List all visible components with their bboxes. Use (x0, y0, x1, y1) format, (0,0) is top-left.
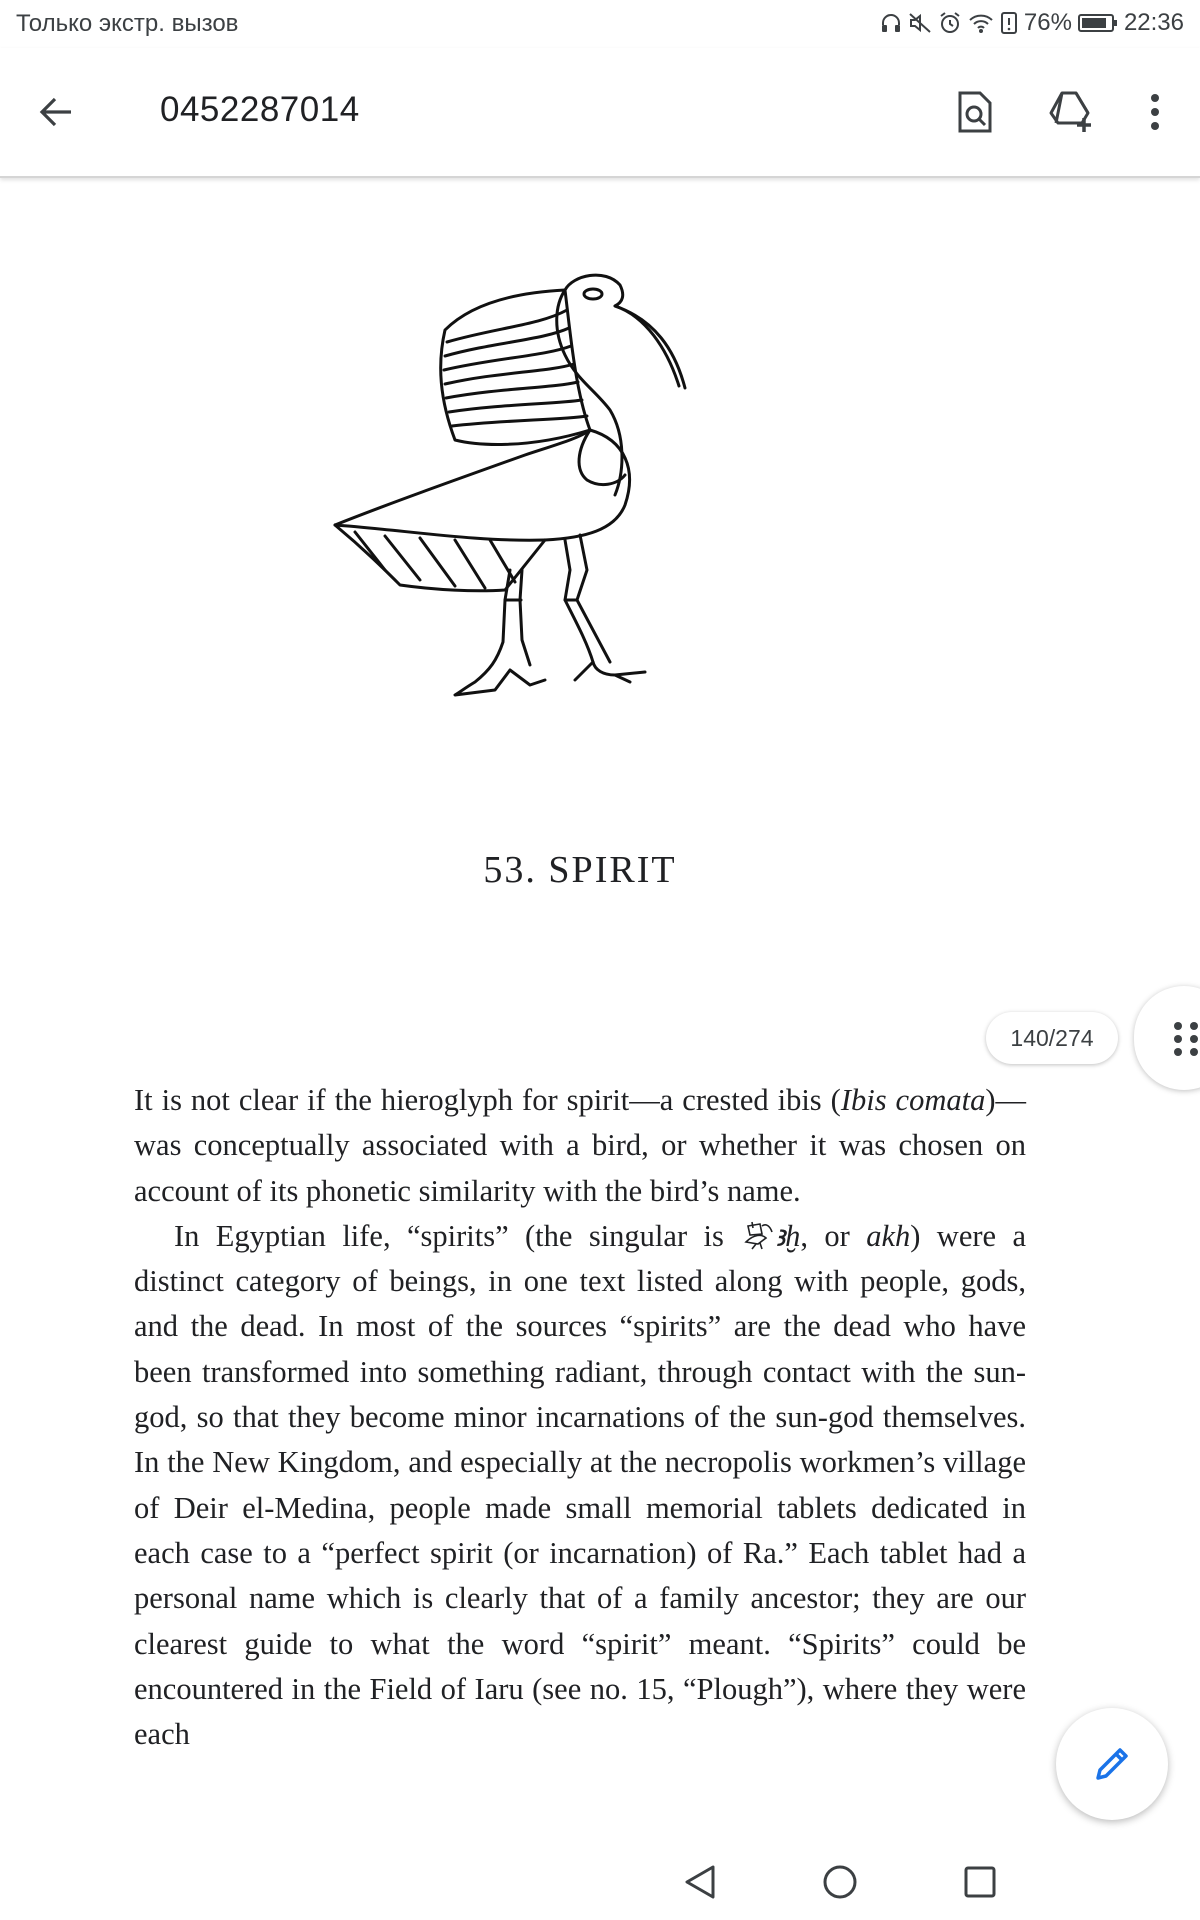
page-indicator: 140/274 (986, 1012, 1118, 1064)
sim-alert-icon (1000, 11, 1018, 35)
more-vert-icon (1149, 92, 1161, 132)
section-heading: 53. SPIRIT (483, 849, 677, 891)
nav-back-button[interactable] (676, 1858, 724, 1906)
alarm-icon (938, 11, 962, 35)
app-bar (0, 48, 1200, 178)
edit-fab-button[interactable] (1056, 1708, 1168, 1820)
clock: 22:36 (1123, 9, 1184, 36)
status-icons (880, 9, 1184, 37)
back-arrow-icon (37, 93, 75, 131)
edit-pencil-icon (1092, 1744, 1132, 1784)
find-in-document-icon (955, 90, 995, 134)
status-bar (0, 0, 1200, 48)
paragraph-1: It is not clear if the hieroglyph for spirit—a crested ibis (Ibis comata)—was conceptually associated with a bird, or whether it was chosen on account of its phonetic similarity with the bird’s name. (134, 1083, 1026, 1208)
add-to-drive-icon (1048, 90, 1096, 134)
drag-handle-icon (1174, 1022, 1198, 1056)
find-in-document-button[interactable] (947, 84, 1003, 140)
battery-percent: 76% (1023, 9, 1072, 36)
wifi-icon (968, 12, 994, 34)
carrier-text: Только экстр. вызов (16, 10, 239, 37)
nav-recents-button[interactable] (956, 1858, 1004, 1906)
headphones-icon (880, 12, 902, 34)
back-button[interactable] (30, 86, 82, 138)
inline-ibis-glyph-icon (740, 1220, 774, 1250)
nav-home-button[interactable] (816, 1858, 864, 1906)
nav-home-icon (822, 1864, 858, 1900)
nav-back-icon (683, 1864, 717, 1900)
body-text (134, 1078, 1026, 1757)
battery-icon (1078, 13, 1118, 33)
ibis-hieroglyph-icon (325, 270, 845, 730)
nav-recents-icon (964, 1866, 996, 1898)
mute-icon (908, 12, 932, 34)
more-options-button[interactable] (1127, 84, 1183, 140)
system-nav-bar (0, 1842, 1200, 1920)
paragraph-2: In Egyptian life, “spirits” (the singular is ꜣḫ, or akh) were a distinct category of beings, in one text listed along with people, gods, and the dead. In most of the sources “spirits” are the dead who have been transformed into something radiant, through contact with the sun-god, so that they become minor incarnations of the sun-god themselves. In the New Kingdom, and especially at the necropolis workmen’s village of Deir el-Medina, people made small memorial tablets dedicated in each case to a “perfect spirit (or incarnation) of Ra.” Each tablet had a personal name which is clearly that of a family ancestor; they are our clearest guide to what the word “spirit” meant. “Spirits” could be encountered in the Field of Iaru (see no. 15, “Plough”), where they were each (134, 1218, 1026, 1752)
add-to-drive-button[interactable] (1044, 84, 1100, 140)
document-title: 0452287014 (160, 90, 360, 129)
